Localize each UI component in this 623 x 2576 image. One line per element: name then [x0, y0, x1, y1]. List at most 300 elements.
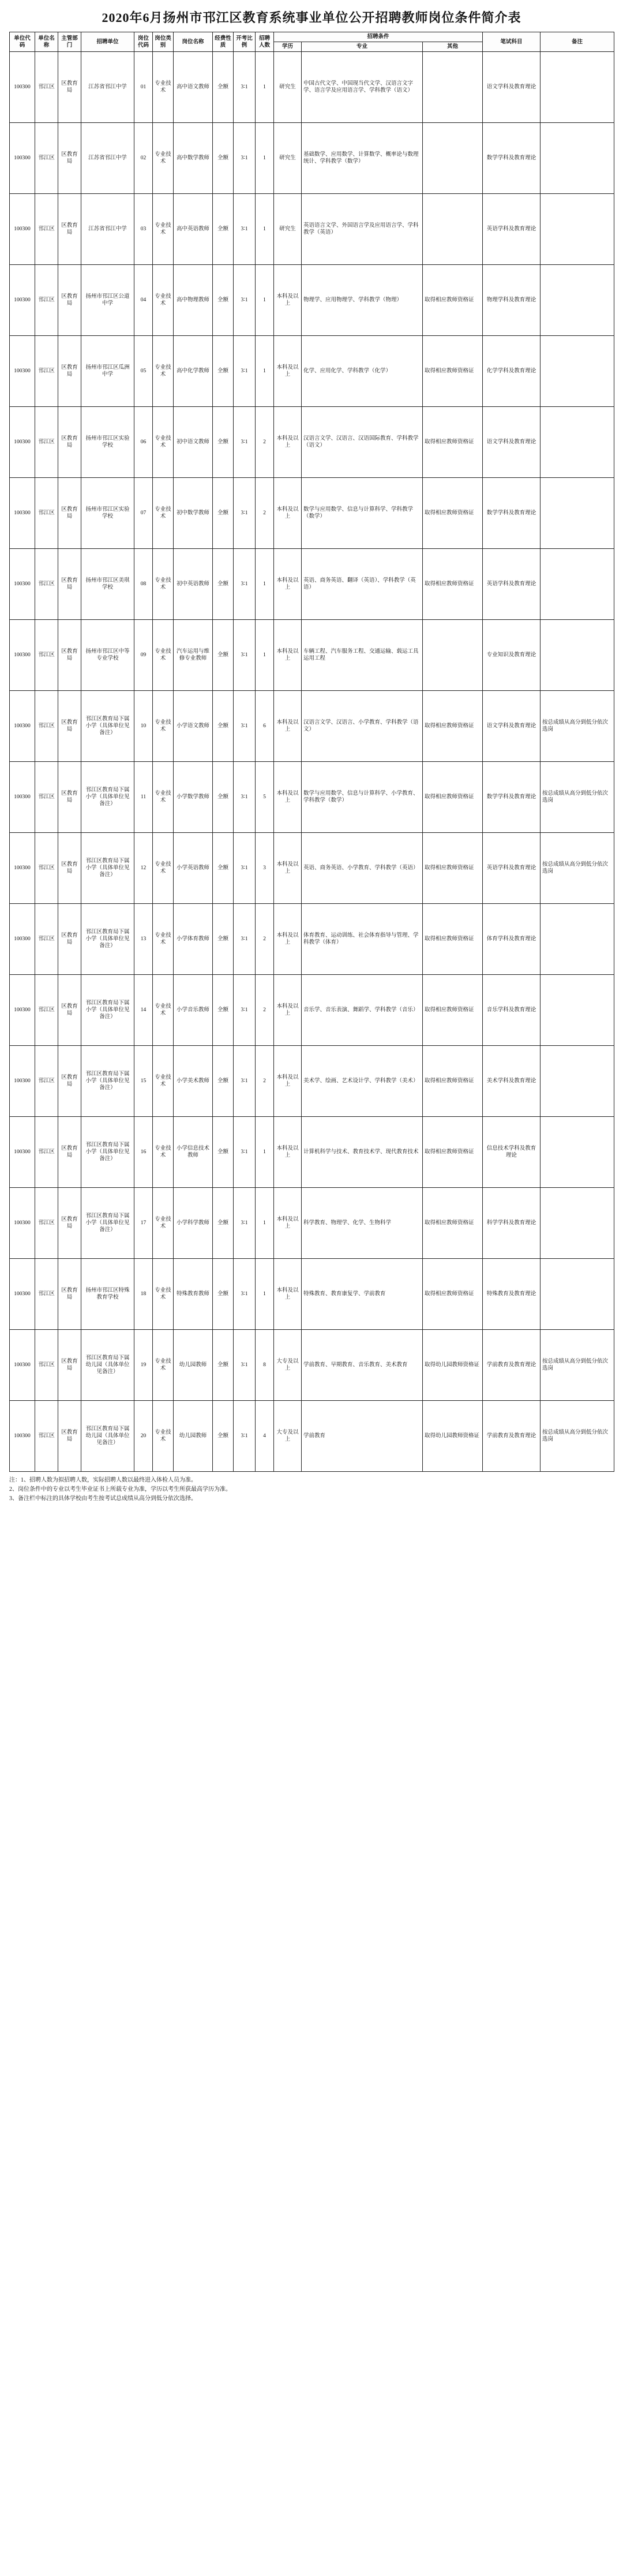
cell-unit: 邗江区教育局下属小学（具体单位见备注） — [81, 762, 134, 833]
header-supervisor: 主管部门 — [58, 32, 81, 52]
cell-post-code: 08 — [134, 549, 153, 620]
cell-agency-name: 邗江区 — [35, 1117, 58, 1188]
cell-ratio: 3∶1 — [234, 549, 256, 620]
cell-post-name: 初中数学教师 — [174, 478, 213, 549]
cell-nature: 全额 — [213, 265, 234, 336]
cell-major: 学前教育、早期教育、音乐教育、美术教育 — [302, 1330, 423, 1401]
cell-supervisor: 区教育局 — [58, 265, 81, 336]
cell-post-type: 专业技术 — [153, 620, 174, 691]
cell-exam-subject: 数学学科及教育理论 — [483, 762, 541, 833]
cell-count: 1 — [256, 336, 274, 407]
cell-other: 取得相应教师资格证 — [423, 407, 483, 478]
cell-post-code: 04 — [134, 265, 153, 336]
cell-count: 2 — [256, 407, 274, 478]
cell-remark — [541, 1117, 614, 1188]
cell-agency-code: 100300 — [10, 549, 35, 620]
cell-major: 英语语言文学、外国语言学及应用语言学、学科教学（英语） — [302, 194, 423, 265]
cell-post-type: 专业技术 — [153, 1046, 174, 1117]
cell-ratio: 3∶1 — [234, 52, 256, 123]
table-row — [10, 52, 614, 123]
cell-major: 物理学、应用物理学、学科教学（物理） — [302, 265, 423, 336]
cell-post-type: 专业技术 — [153, 336, 174, 407]
cell-post-type: 专业技术 — [153, 1117, 174, 1188]
header-post-name: 岗位名称 — [174, 32, 213, 52]
cell-unit: 邗江区教育局下属小学（具体单位见备注） — [81, 975, 134, 1046]
cell-agency-name: 邗江区 — [35, 691, 58, 762]
cell-unit: 扬州市邗江区特殊教育学校 — [81, 1259, 134, 1330]
cell-exam-subject: 语文学科及教育理论 — [483, 52, 541, 123]
cell-major: 数学与应用数学、信息与计算科学、小学教育、学科教学（数学） — [302, 762, 423, 833]
cell-supervisor: 区教育局 — [58, 549, 81, 620]
cell-nature: 全额 — [213, 52, 234, 123]
cell-post-type: 专业技术 — [153, 478, 174, 549]
cell-agency-code: 100300 — [10, 833, 35, 904]
header-agency-name: 单位名称 — [35, 32, 58, 52]
cell-supervisor: 区教育局 — [58, 691, 81, 762]
cell-post-type: 专业技术 — [153, 691, 174, 762]
cell-agency-code: 100300 — [10, 265, 35, 336]
cell-post-code: 10 — [134, 691, 153, 762]
cell-education: 本科及以上 — [274, 407, 302, 478]
cell-post-name: 汽车运用与维修专业教师 — [174, 620, 213, 691]
cell-unit: 邗江区教育局下属幼儿园（具体单位见备注） — [81, 1330, 134, 1401]
cell-ratio: 3∶1 — [234, 1188, 256, 1259]
cell-nature: 全额 — [213, 1401, 234, 1472]
header-post-type: 岗位类别 — [153, 32, 174, 52]
cell-education: 本科及以上 — [274, 336, 302, 407]
cell-ratio: 3∶1 — [234, 1259, 256, 1330]
cell-major: 美术学、绘画、艺术设计学、学科教学（美术） — [302, 1046, 423, 1117]
cell-unit: 邗江区教育局下属小学（具体单位见备注） — [81, 833, 134, 904]
cell-exam-subject: 学前教育及教育理论 — [483, 1330, 541, 1401]
cell-supervisor: 区教育局 — [58, 904, 81, 975]
cell-unit: 扬州市邗江区中等专业学校 — [81, 620, 134, 691]
cell-post-name: 小学信息技术教师 — [174, 1117, 213, 1188]
cell-remark — [541, 265, 614, 336]
cell-post-name: 幼儿园教师 — [174, 1401, 213, 1472]
cell-supervisor: 区教育局 — [58, 1401, 81, 1472]
cell-remark: 按总成绩从高分到低分依次选岗 — [541, 833, 614, 904]
cell-agency-name: 邗江区 — [35, 194, 58, 265]
cell-major: 数学与应用数学、信息与计算科学、学科教学（数学） — [302, 478, 423, 549]
cell-agency-code: 100300 — [10, 407, 35, 478]
cell-unit: 邗江区教育局下属小学（具体单位见备注） — [81, 1188, 134, 1259]
cell-remark: 按总成绩从高分到低分依次选岗 — [541, 1330, 614, 1401]
cell-major: 英语、商务英语、小学教育、学科教学（英语） — [302, 833, 423, 904]
cell-post-code: 18 — [134, 1259, 153, 1330]
cell-agency-name: 邗江区 — [35, 265, 58, 336]
cell-nature: 全额 — [213, 975, 234, 1046]
cell-post-code: 19 — [134, 1330, 153, 1401]
header-exam-subject: 笔试科目 — [483, 32, 541, 52]
cell-supervisor: 区教育局 — [58, 1330, 81, 1401]
cell-post-type: 专业技术 — [153, 975, 174, 1046]
cell-post-code: 16 — [134, 1117, 153, 1188]
cell-remark — [541, 904, 614, 975]
cell-agency-name: 邗江区 — [35, 975, 58, 1046]
cell-education: 本科及以上 — [274, 265, 302, 336]
cell-post-name: 小学科学教师 — [174, 1188, 213, 1259]
cell-other: 取得幼儿园教师资格证 — [423, 1401, 483, 1472]
cell-post-code: 12 — [134, 833, 153, 904]
cell-supervisor: 区教育局 — [58, 620, 81, 691]
table-row — [10, 1188, 614, 1259]
cell-other — [423, 194, 483, 265]
cell-agency-code: 100300 — [10, 336, 35, 407]
cell-unit: 邗江区教育局下属幼儿园（具体单位见备注） — [81, 1401, 134, 1472]
cell-agency-name: 邗江区 — [35, 336, 58, 407]
cell-post-code: 01 — [134, 52, 153, 123]
cell-count: 1 — [256, 194, 274, 265]
cell-other: 取得相应教师资格证 — [423, 336, 483, 407]
header-remark: 备注 — [541, 32, 614, 52]
cell-supervisor: 区教育局 — [58, 833, 81, 904]
cell-education: 研究生 — [274, 123, 302, 194]
cell-exam-subject: 语文学科及教育理论 — [483, 691, 541, 762]
cell-count: 5 — [256, 762, 274, 833]
cell-supervisor: 区教育局 — [58, 762, 81, 833]
cell-unit: 邗江区教育局下属小学（具体单位见备注） — [81, 691, 134, 762]
cell-education: 本科及以上 — [274, 1188, 302, 1259]
cell-post-type: 专业技术 — [153, 123, 174, 194]
cell-other: 取得相应教师资格证 — [423, 904, 483, 975]
cell-other: 取得相应教师资格证 — [423, 975, 483, 1046]
cell-post-type: 专业技术 — [153, 1188, 174, 1259]
cell-post-name: 小学语文教师 — [174, 691, 213, 762]
cell-ratio: 3∶1 — [234, 762, 256, 833]
cell-agency-code: 100300 — [10, 762, 35, 833]
cell-major: 特殊教育、教育康复学、学前教育 — [302, 1259, 423, 1330]
cell-agency-name: 邗江区 — [35, 1259, 58, 1330]
cell-post-code: 11 — [134, 762, 153, 833]
cell-ratio: 3∶1 — [234, 123, 256, 194]
cell-nature: 全额 — [213, 123, 234, 194]
cell-post-name: 小学英语教师 — [174, 833, 213, 904]
cell-nature: 全额 — [213, 904, 234, 975]
cell-post-type: 专业技术 — [153, 1401, 174, 1472]
cell-unit: 邗江区教育局下属小学（具体单位见备注） — [81, 904, 134, 975]
cell-major: 计算机科学与技术、教育技术学、现代教育技术 — [302, 1117, 423, 1188]
cell-nature: 全额 — [213, 1188, 234, 1259]
cell-post-code: 20 — [134, 1401, 153, 1472]
cell-agency-name: 邗江区 — [35, 478, 58, 549]
cell-other: 取得相应教师资格证 — [423, 1117, 483, 1188]
cell-remark — [541, 478, 614, 549]
header-agency-code: 单位代码 — [10, 32, 35, 52]
table-row — [10, 407, 614, 478]
cell-nature: 全额 — [213, 336, 234, 407]
cell-other: 取得相应教师资格证 — [423, 1259, 483, 1330]
cell-post-code: 02 — [134, 123, 153, 194]
cell-count: 1 — [256, 52, 274, 123]
cell-unit: 邗江区教育局下属小学（具体单位见备注） — [81, 1117, 134, 1188]
cell-education: 本科及以上 — [274, 762, 302, 833]
table-row — [10, 123, 614, 194]
cell-post-type: 专业技术 — [153, 194, 174, 265]
cell-major: 汉语言文学、汉语言、小学教育、学科教学（语文） — [302, 691, 423, 762]
cell-other — [423, 620, 483, 691]
header-other: 其他 — [423, 42, 483, 52]
header-row-1 — [10, 32, 614, 42]
header-unit: 招聘单位 — [81, 32, 134, 52]
cell-agency-code: 100300 — [10, 1046, 35, 1117]
cell-other: 取得相应教师资格证 — [423, 1188, 483, 1259]
cell-count: 4 — [256, 1401, 274, 1472]
cell-education: 研究生 — [274, 194, 302, 265]
cell-post-type: 专业技术 — [153, 833, 174, 904]
cell-post-name: 小学体育教师 — [174, 904, 213, 975]
cell-unit: 江苏省邗江中学 — [81, 52, 134, 123]
cell-exam-subject: 特殊教育及教育理论 — [483, 1259, 541, 1330]
cell-unit: 扬州市邗江区美琪学校 — [81, 549, 134, 620]
cell-ratio: 3∶1 — [234, 265, 256, 336]
cell-post-name: 初中英语教师 — [174, 549, 213, 620]
cell-post-type: 专业技术 — [153, 904, 174, 975]
cell-ratio: 3∶1 — [234, 478, 256, 549]
cell-other: 取得幼儿园教师资格证 — [423, 1330, 483, 1401]
cell-count: 3 — [256, 833, 274, 904]
recruit-table — [9, 32, 614, 1472]
cell-post-type: 专业技术 — [153, 265, 174, 336]
cell-agency-code: 100300 — [10, 620, 35, 691]
cell-count: 2 — [256, 975, 274, 1046]
cell-post-name: 高中数学教师 — [174, 123, 213, 194]
cell-ratio: 3∶1 — [234, 975, 256, 1046]
cell-other: 取得相应教师资格证 — [423, 265, 483, 336]
cell-post-type: 专业技术 — [153, 1330, 174, 1401]
cell-ratio: 3∶1 — [234, 833, 256, 904]
cell-agency-name: 邗江区 — [35, 1188, 58, 1259]
cell-major: 学前教育 — [302, 1401, 423, 1472]
cell-agency-name: 邗江区 — [35, 1401, 58, 1472]
cell-supervisor: 区教育局 — [58, 1188, 81, 1259]
cell-ratio: 3∶1 — [234, 904, 256, 975]
cell-supervisor: 区教育局 — [58, 1259, 81, 1330]
cell-count: 6 — [256, 691, 274, 762]
cell-unit: 江苏省邗江中学 — [81, 123, 134, 194]
cell-major: 英语、商务英语、翻译（英语）、学科教学（英语） — [302, 549, 423, 620]
cell-other: 取得相应教师资格证 — [423, 762, 483, 833]
cell-agency-code: 100300 — [10, 1117, 35, 1188]
cell-nature: 全额 — [213, 1117, 234, 1188]
cell-nature: 全额 — [213, 833, 234, 904]
cell-remark — [541, 975, 614, 1046]
header-major: 专业 — [302, 42, 423, 52]
cell-remark: 按总成绩从高分到低分依次选岗 — [541, 762, 614, 833]
cell-post-code: 07 — [134, 478, 153, 549]
cell-exam-subject: 英语学科及教育理论 — [483, 833, 541, 904]
cell-major: 中国古代文学、中国现当代文学、汉语言文字学、语言学及应用语言学、学科教学（语文） — [302, 52, 423, 123]
cell-agency-name: 邗江区 — [35, 123, 58, 194]
cell-count: 1 — [256, 549, 274, 620]
cell-remark — [541, 1188, 614, 1259]
cell-education: 本科及以上 — [274, 478, 302, 549]
cell-post-name: 初中语文教师 — [174, 407, 213, 478]
cell-post-name: 特殊教育教师 — [174, 1259, 213, 1330]
cell-supervisor: 区教育局 — [58, 1046, 81, 1117]
cell-education: 本科及以上 — [274, 904, 302, 975]
cell-agency-name: 邗江区 — [35, 904, 58, 975]
cell-education: 大专及以上 — [274, 1401, 302, 1472]
cell-post-type: 专业技术 — [153, 407, 174, 478]
cell-post-name: 小学美术教师 — [174, 1046, 213, 1117]
cell-count: 1 — [256, 1188, 274, 1259]
header-ratio: 开考比例 — [234, 32, 256, 52]
cell-agency-name: 邗江区 — [35, 407, 58, 478]
cell-ratio: 3∶1 — [234, 407, 256, 478]
table-row — [10, 549, 614, 620]
cell-exam-subject: 化学学科及教育理论 — [483, 336, 541, 407]
cell-major: 车辆工程、汽车服务工程、交通运输、载运工具运用工程 — [302, 620, 423, 691]
cell-nature: 全额 — [213, 620, 234, 691]
header-count: 招聘人数 — [256, 32, 274, 52]
cell-exam-subject: 专业知识及教育理论 — [483, 620, 541, 691]
cell-unit: 江苏省邗江中学 — [81, 194, 134, 265]
cell-count: 1 — [256, 1259, 274, 1330]
cell-other: 取得相应教师资格证 — [423, 549, 483, 620]
table-row — [10, 1330, 614, 1401]
cell-supervisor: 区教育局 — [58, 123, 81, 194]
cell-post-code: 15 — [134, 1046, 153, 1117]
cell-education: 本科及以上 — [274, 1259, 302, 1330]
cell-post-name: 高中英语教师 — [174, 194, 213, 265]
cell-agency-code: 100300 — [10, 52, 35, 123]
cell-post-name: 高中物理教师 — [174, 265, 213, 336]
cell-other: 取得相应教师资格证 — [423, 1046, 483, 1117]
note-line: 2、岗位条件中的专业以考生毕业证书上所载专业为准，学历以考生所获最高学历为准。 — [9, 1486, 231, 1493]
table-row — [10, 194, 614, 265]
cell-post-code: 05 — [134, 336, 153, 407]
cell-exam-subject: 体育学科及教育理论 — [483, 904, 541, 975]
cell-major: 汉语言文学、汉语言、汉语国际教育、学科教学（语文） — [302, 407, 423, 478]
cell-other — [423, 123, 483, 194]
cell-post-code: 06 — [134, 407, 153, 478]
cell-post-type: 专业技术 — [153, 1259, 174, 1330]
cell-post-code: 14 — [134, 975, 153, 1046]
cell-major: 科学教育、物理学、化学、生物科学 — [302, 1188, 423, 1259]
cell-nature: 全额 — [213, 549, 234, 620]
table-row — [10, 336, 614, 407]
cell-post-code: 13 — [134, 904, 153, 975]
cell-supervisor: 区教育局 — [58, 478, 81, 549]
cell-count: 2 — [256, 478, 274, 549]
table-row — [10, 833, 614, 904]
cell-exam-subject: 音乐学科及教育理论 — [483, 975, 541, 1046]
cell-other: 取得相应教师资格证 — [423, 478, 483, 549]
cell-other: 取得相应教师资格证 — [423, 691, 483, 762]
cell-supervisor: 区教育局 — [58, 194, 81, 265]
cell-nature: 全额 — [213, 194, 234, 265]
header-education: 学历 — [274, 42, 302, 52]
cell-nature: 全额 — [213, 407, 234, 478]
cell-post-code: 17 — [134, 1188, 153, 1259]
cell-nature: 全额 — [213, 1259, 234, 1330]
cell-education: 本科及以上 — [274, 549, 302, 620]
cell-post-code: 09 — [134, 620, 153, 691]
cell-nature: 全额 — [213, 1330, 234, 1401]
cell-post-name: 小学音乐教师 — [174, 975, 213, 1046]
cell-count: 1 — [256, 123, 274, 194]
cell-agency-code: 100300 — [10, 975, 35, 1046]
cell-agency-code: 100300 — [10, 194, 35, 265]
cell-remark — [541, 1259, 614, 1330]
cell-post-type: 专业技术 — [153, 549, 174, 620]
cell-count: 2 — [256, 1046, 274, 1117]
cell-exam-subject: 科学学科及教育理论 — [483, 1188, 541, 1259]
cell-ratio: 3∶1 — [234, 1330, 256, 1401]
cell-major: 体育教育、运动训练、社会体育指导与管理、学科教学（体育） — [302, 904, 423, 975]
page-title: 2020年6月扬州市邗江区教育系统事业单位公开招聘教师岗位条件简介表 — [102, 10, 521, 25]
table-row — [10, 1046, 614, 1117]
cell-agency-code: 100300 — [10, 691, 35, 762]
cell-education: 本科及以上 — [274, 833, 302, 904]
cell-unit: 扬州市邗江区实验学校 — [81, 478, 134, 549]
cell-ratio: 3∶1 — [234, 1046, 256, 1117]
table-row — [10, 265, 614, 336]
cell-other — [423, 52, 483, 123]
cell-agency-code: 100300 — [10, 1188, 35, 1259]
cell-agency-name: 邗江区 — [35, 549, 58, 620]
cell-remark: 按总成绩从高分到低分依次选岗 — [541, 691, 614, 762]
header-conditions: 招聘条件 — [274, 32, 483, 42]
cell-post-name: 小学数学教师 — [174, 762, 213, 833]
cell-remark: 按总成绩从高分到低分依次选岗 — [541, 1401, 614, 1472]
cell-post-type: 专业技术 — [153, 52, 174, 123]
cell-supervisor: 区教育局 — [58, 407, 81, 478]
cell-education: 本科及以上 — [274, 975, 302, 1046]
cell-exam-subject: 英语学科及教育理论 — [483, 549, 541, 620]
table-row — [10, 691, 614, 762]
table-row — [10, 762, 614, 833]
cell-agency-name: 邗江区 — [35, 52, 58, 123]
notes — [9, 1476, 614, 1503]
cell-unit: 扬州市邗江区瓜洲中学 — [81, 336, 134, 407]
cell-exam-subject: 数学学科及教育理论 — [483, 478, 541, 549]
cell-agency-code: 100300 — [10, 904, 35, 975]
cell-remark — [541, 336, 614, 407]
cell-ratio: 3∶1 — [234, 691, 256, 762]
table-row — [10, 975, 614, 1046]
cell-supervisor: 区教育局 — [58, 52, 81, 123]
cell-supervisor: 区教育局 — [58, 336, 81, 407]
cell-post-name: 幼儿园教师 — [174, 1330, 213, 1401]
table-body — [10, 52, 614, 1472]
cell-remark — [541, 194, 614, 265]
cell-count: 1 — [256, 1117, 274, 1188]
cell-agency-name: 邗江区 — [35, 762, 58, 833]
cell-post-type: 专业技术 — [153, 762, 174, 833]
cell-remark — [541, 1046, 614, 1117]
cell-major: 化学、应用化学、学科教学（化学） — [302, 336, 423, 407]
cell-supervisor: 区教育局 — [58, 1117, 81, 1188]
cell-agency-name: 邗江区 — [35, 620, 58, 691]
note-line: 注：1、招聘人数为拟招聘人数，实际招聘人数以最终进入体检人员为准。 — [9, 1477, 197, 1483]
cell-post-code: 03 — [134, 194, 153, 265]
cell-agency-code: 100300 — [10, 1259, 35, 1330]
table-row — [10, 1117, 614, 1188]
cell-education: 大专及以上 — [274, 1330, 302, 1401]
cell-post-name: 高中语文教师 — [174, 52, 213, 123]
cell-exam-subject: 数学学科及教育理论 — [483, 123, 541, 194]
cell-count: 2 — [256, 904, 274, 975]
cell-nature: 全额 — [213, 691, 234, 762]
cell-remark — [541, 52, 614, 123]
cell-education: 研究生 — [274, 52, 302, 123]
note-line: 3、备注栏中标注的具体学校由考生按考试总成绩从高分到低分依次选择。 — [9, 1495, 197, 1502]
cell-nature: 全额 — [213, 478, 234, 549]
cell-exam-subject: 美术学科及教育理论 — [483, 1046, 541, 1117]
header-nature: 经费性质 — [213, 32, 234, 52]
